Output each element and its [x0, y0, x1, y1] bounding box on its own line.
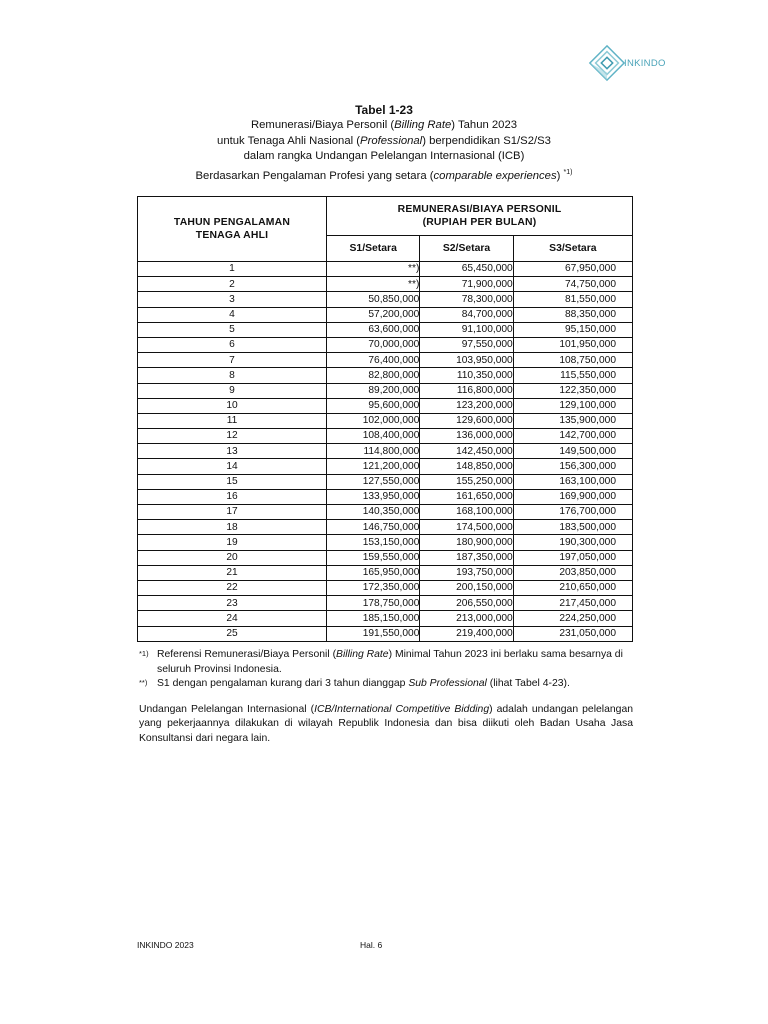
cell-s1: **)	[327, 277, 420, 292]
title-line-1	[0, 118, 768, 134]
cell-s1: 153,150,000	[327, 535, 420, 550]
cell-s3: 95,150,000	[513, 322, 632, 337]
cell-s1: 114,800,000	[327, 444, 420, 459]
cell-year: 22	[138, 580, 327, 595]
cell-s3: 149,500,000	[513, 444, 632, 459]
column-header-s3: S3/Setara	[513, 236, 632, 262]
cell-s2: 136,000,000	[420, 429, 513, 444]
table-row	[138, 596, 633, 611]
cell-s2: 91,100,000	[420, 322, 513, 337]
table-row	[138, 292, 633, 307]
cell-s3: 183,500,000	[513, 520, 632, 535]
cell-year: 7	[138, 353, 327, 368]
column-header-s1: S1/Setara	[327, 236, 420, 262]
title-line-4	[0, 165, 768, 184]
column-header-s2: S2/Setara	[420, 236, 513, 262]
cell-s2: 200,150,000	[420, 580, 513, 595]
cell-s2: 123,200,000	[420, 398, 513, 413]
cell-s1: 57,200,000	[327, 307, 420, 322]
cell-year: 10	[138, 398, 327, 413]
cell-year: 13	[138, 444, 327, 459]
cell-s1: 140,350,000	[327, 505, 420, 520]
cell-s2: 142,450,000	[420, 444, 513, 459]
table-row	[138, 550, 633, 565]
title-line-2-text: untuk Tenaga Ahli Nasional (	[217, 134, 361, 147]
cell-year: 16	[138, 489, 327, 504]
footnote-2-text-end: (lihat Tabel 4-23).	[486, 678, 570, 689]
cell-year: 1	[138, 262, 327, 277]
cell-s1: 146,750,000	[327, 520, 420, 535]
footnote-1	[139, 648, 633, 677]
cell-s2: 161,650,000	[420, 489, 513, 504]
cell-s2: 103,950,000	[420, 353, 513, 368]
cell-s1: 82,800,000	[327, 368, 420, 383]
cell-s2: 213,000,000	[420, 611, 513, 626]
cell-s3: 142,700,000	[513, 429, 632, 444]
footer-left: INKINDO 2023	[137, 940, 194, 950]
cell-year: 24	[138, 611, 327, 626]
header-experience	[138, 197, 327, 262]
footnote-1-mark: *1)	[139, 649, 149, 658]
cell-year: 11	[138, 413, 327, 428]
cell-s3: 115,550,000	[513, 368, 632, 383]
footnote-2-italic: Sub Professional	[408, 678, 487, 689]
cell-s3: 176,700,000	[513, 505, 632, 520]
cell-s3: 163,100,000	[513, 474, 632, 489]
paragraph-italic: ICB/International Competitive Bidding	[314, 703, 490, 715]
cell-s1: 70,000,000	[327, 337, 420, 352]
cell-s2: 65,450,000	[420, 262, 513, 277]
header-experience-line-2: TENAGA AHLI	[195, 230, 269, 241]
cell-s1: 50,850,000	[327, 292, 420, 307]
cell-s2: 110,350,000	[420, 368, 513, 383]
table-row	[138, 353, 633, 368]
table-row	[138, 580, 633, 595]
table-row	[138, 277, 633, 292]
cell-s2: 97,550,000	[420, 337, 513, 352]
cell-s1: 127,550,000	[327, 474, 420, 489]
cell-year: 8	[138, 368, 327, 383]
table-row	[138, 368, 633, 383]
title-line-1-text-end: ) Tahun 2023	[451, 119, 518, 131]
title-line-2	[0, 134, 768, 150]
cell-s2: 78,300,000	[420, 292, 513, 307]
cell-year: 21	[138, 565, 327, 580]
logo-text: INKINDO	[624, 57, 666, 69]
cell-s3: 224,250,000	[513, 611, 632, 626]
title-line-1-text: Remunerasi/Biaya Personil (	[250, 119, 395, 131]
footnote-2-mark: **)	[139, 678, 148, 687]
table-row	[138, 459, 633, 474]
cell-s2: 84,700,000	[420, 307, 513, 322]
page-number: Hal. 6	[360, 940, 383, 950]
table-row	[138, 262, 633, 277]
cell-s1: 133,950,000	[327, 489, 420, 504]
title-line-2-italic: Professional	[360, 134, 423, 147]
cell-year: 2	[138, 277, 327, 292]
cell-s1: 108,400,000	[327, 429, 420, 444]
cell-s1: 63,600,000	[327, 322, 420, 337]
cell-s2: 129,600,000	[420, 413, 513, 428]
table-row	[138, 307, 633, 322]
table-row	[138, 535, 633, 550]
table-row	[138, 337, 633, 352]
cell-s3: 203,850,000	[513, 565, 632, 580]
cell-s3: 67,950,000	[513, 262, 632, 277]
billing-rate-table	[137, 196, 633, 642]
paragraph-text-start: Undangan Pelelangan Internasional (	[139, 703, 315, 715]
header-experience-line-1: TAHUN PENGALAMAN	[173, 217, 291, 228]
footnote-2	[139, 677, 633, 692]
cell-s1: 172,350,000	[327, 580, 420, 595]
footnote-2-text-start: S1 dengan pengalaman kurang dari 3 tahun dianggap	[157, 678, 409, 689]
cell-year: 12	[138, 429, 327, 444]
cell-s3: 197,050,000	[513, 550, 632, 565]
cell-s3: 169,900,000	[513, 489, 632, 504]
table-row	[138, 429, 633, 444]
table-row	[138, 505, 633, 520]
header-remuneration-line-2: (RUPIAH PER BULAN)	[422, 217, 537, 228]
cell-s1: 102,000,000	[327, 413, 420, 428]
cell-year: 18	[138, 520, 327, 535]
table-title-block	[0, 103, 768, 184]
footnote-1-text-start: Referensi Remunerasi/Biaya Personil (	[157, 649, 337, 660]
cell-year: 5	[138, 322, 327, 337]
cell-s3: 217,450,000	[513, 596, 632, 611]
cell-s1: 159,550,000	[327, 550, 420, 565]
cell-s3: 74,750,000	[513, 277, 632, 292]
inkindo-logo	[588, 42, 678, 84]
cell-year: 17	[138, 505, 327, 520]
table-number: Tabel 1-23	[355, 103, 413, 117]
inkindo-diamond-logo-icon	[588, 44, 626, 82]
cell-s1: 95,600,000	[327, 398, 420, 413]
cell-s1: **)	[327, 262, 420, 277]
title-line-4-text: Berdasarkan Pengalaman Profesi yang setara (	[195, 169, 434, 182]
cell-s2: 168,100,000	[420, 505, 513, 520]
cell-year: 23	[138, 596, 327, 611]
cell-s3: 129,100,000	[513, 398, 632, 413]
table-row	[138, 474, 633, 489]
table-row	[138, 611, 633, 626]
cell-s2: 219,400,000	[420, 626, 513, 641]
cell-s3: 210,650,000	[513, 580, 632, 595]
cell-s3: 156,300,000	[513, 459, 632, 474]
title-line-4-italic: comparable experiences	[433, 169, 557, 182]
title-footnote-mark: *1)	[563, 168, 573, 176]
cell-year: 4	[138, 307, 327, 322]
cell-year: 9	[138, 383, 327, 398]
cell-s2: 116,800,000	[420, 383, 513, 398]
cell-s1: 89,200,000	[327, 383, 420, 398]
cell-s1: 178,750,000	[327, 596, 420, 611]
cell-s3: 88,350,000	[513, 307, 632, 322]
title-line-3: dalam rangka Undangan Pelelangan Internasional (ICB)	[243, 150, 525, 162]
footnotes	[139, 648, 633, 746]
cell-year: 15	[138, 474, 327, 489]
table-row	[138, 413, 633, 428]
cell-year: 19	[138, 535, 327, 550]
table-row	[138, 489, 633, 504]
cell-s2: 193,750,000	[420, 565, 513, 580]
cell-year: 14	[138, 459, 327, 474]
cell-s1: 185,150,000	[327, 611, 420, 626]
header-remuneration	[327, 197, 633, 236]
cell-s2: 155,250,000	[420, 474, 513, 489]
table-row	[138, 322, 633, 337]
cell-s2: 206,550,000	[420, 596, 513, 611]
footnote-1-italic: Billing Rate	[336, 649, 389, 660]
table-row	[138, 444, 633, 459]
title-line-4-text-end: )	[556, 169, 561, 182]
header-remuneration-line-1: REMUNERASI/BIAYA PERSONIL	[397, 204, 562, 215]
cell-s2: 148,850,000	[420, 459, 513, 474]
table-row	[138, 383, 633, 398]
cell-s2: 180,900,000	[420, 535, 513, 550]
cell-s3: 231,050,000	[513, 626, 632, 641]
table-row	[138, 398, 633, 413]
icb-definition-paragraph	[139, 703, 633, 747]
cell-year: 20	[138, 550, 327, 565]
cell-s1: 165,950,000	[327, 565, 420, 580]
title-line-2-text-end: ) berpendidikan S1/S2/S3	[422, 134, 551, 147]
cell-s1: 191,550,000	[327, 626, 420, 641]
cell-s3: 135,900,000	[513, 413, 632, 428]
cell-s3: 122,350,000	[513, 383, 632, 398]
cell-year: 6	[138, 337, 327, 352]
cell-s2: 71,900,000	[420, 277, 513, 292]
cell-s3: 81,550,000	[513, 292, 632, 307]
table-body	[138, 262, 633, 642]
cell-s3: 108,750,000	[513, 353, 632, 368]
cell-s2: 187,350,000	[420, 550, 513, 565]
paragraph-text-end: ) adalah undangan pelelangan yang pekerjaannya dilakukan di wilayah Republik Indonesia dan bisa diikuti oleh Badan Usaha Jasa Konsultansi dari negara lain.	[139, 703, 634, 744]
table-row	[138, 520, 633, 535]
table-row	[138, 565, 633, 580]
footnote-1-text-end: ) Minimal Tahun 2023 ini berlaku sama besarnya di seluruh Provinsi Indonesia.	[157, 649, 623, 675]
footnote-2-text	[157, 677, 633, 692]
cell-s3: 101,950,000	[513, 337, 632, 352]
cell-s2: 174,500,000	[420, 520, 513, 535]
footnote-1-text	[157, 648, 633, 677]
table-row	[138, 626, 633, 641]
title-line-1-italic: Billing Rate	[394, 119, 452, 131]
cell-s3: 190,300,000	[513, 535, 632, 550]
cell-s1: 121,200,000	[327, 459, 420, 474]
cell-year: 25	[138, 626, 327, 641]
cell-year: 3	[138, 292, 327, 307]
cell-s1: 76,400,000	[327, 353, 420, 368]
